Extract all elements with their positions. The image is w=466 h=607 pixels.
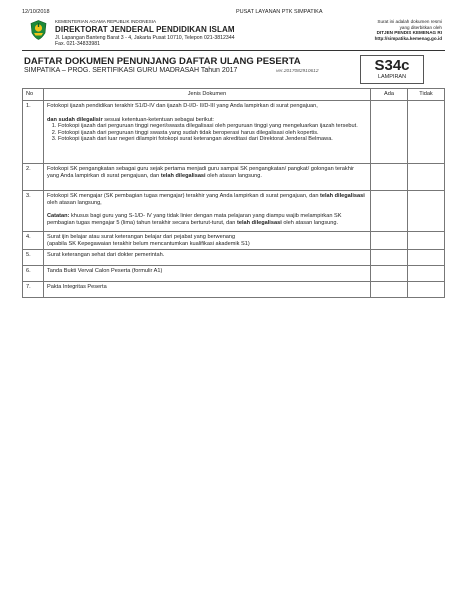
table-row: [23, 266, 445, 282]
bold-text: dan sudah dilegalisir: [47, 116, 103, 123]
attachment-code-box: [360, 55, 424, 84]
row-text: Fotokopi SK pengangkatan sebagai guru sejak pertama menjadi guru sampai SK pengangkatan/ pangkat/ golongan terakhir yang Anda lampirkan di surat pengajuan, dan: [47, 166, 354, 179]
bold-text: telah dilegalisasi: [320, 193, 365, 199]
directorate-name: DIREKTORAT JENDERAL PENDIDIKAN ISLAM: [55, 25, 235, 34]
note-label: Catatan:: [47, 213, 70, 219]
document-version-code: ver.2017082910612: [276, 69, 319, 74]
attachment-code: S34c: [374, 57, 410, 74]
table-row: [23, 232, 445, 250]
ada-checkbox-cell[interactable]: [371, 266, 408, 282]
list-item: 3. Fotokopi ijazah dari luar negeri dilampiri fotokopi surat keterangan akreditasi dari Direktorat Jenderal Belmawa.: [58, 136, 367, 143]
table-row: [23, 250, 445, 266]
tidak-checkbox-cell[interactable]: [408, 250, 445, 266]
note-url: http://simpatika.kemenag.go.id: [374, 35, 442, 41]
table-header-row: [23, 89, 445, 101]
note-line-2: yang diterbitkan oleh: [399, 24, 442, 30]
table-row: [23, 191, 445, 232]
row-number: 7.: [23, 282, 44, 298]
col-ada-header: Ada: [371, 89, 408, 101]
tidak-checkbox-cell[interactable]: [408, 232, 445, 250]
row-document: Pakta Integritas Peserta: [44, 282, 371, 298]
col-no-header: No: [23, 89, 44, 101]
row-text: sesuai ketentuan-ketentuan sebagai berikut:: [102, 116, 214, 123]
bold-text: telah dilegalisasi: [236, 219, 282, 226]
row-text: khusus bagi guru yang S-1/D- IV yang tidak linier dengan mata pelajaran yang diampu wajib melampirkan SK pembagian tugas mengajar 5 (lima) tahun terakhir secara berturut-turut, dan: [47, 213, 342, 226]
row-text: Surat ijin belajar atau surat keterangan belajar dari pejabat yang berwenang: [47, 234, 236, 240]
row-number: 2.: [23, 164, 44, 191]
row-text: (apabila SK Kepegawaian terakhir belum mencantumkan kualifikasi akademik S1): [47, 240, 250, 247]
note-line-3: DITJEN PENDIS KEMENAG RI: [376, 30, 442, 36]
col-tidak-header: Tidak: [408, 89, 445, 101]
row-number: 6.: [23, 266, 44, 282]
list-item: 1. Fotokopi ijazah dari perguruan tinggi negeri/swasta dilegalisasi oleh perguruan tinggi yang mengeluarkan ijazah tersebut.: [58, 123, 367, 130]
tidak-checkbox-cell[interactable]: [408, 101, 445, 164]
col-jenis-header: Jenis Dokumen: [44, 89, 371, 101]
document-subtitle: SIMPATIKA – PROG. SERTIFIKASI GURU MADRASAH Tahun 2017: [24, 67, 238, 74]
table-row: [23, 101, 445, 164]
row-document: [44, 232, 371, 250]
kemenag-logo-icon: [30, 20, 47, 40]
ministry-name: KEMENTERIAN AGAMA REPUBLIK INDONESIA: [55, 19, 157, 24]
row-text: Fotokopi ijazah pendidikan terakhir S1/D-IV dan ijazah D-I/D- II/D-III yang Anda lampirkan di surat pengajuan,: [47, 103, 318, 109]
ada-checkbox-cell[interactable]: [371, 232, 408, 250]
tidak-checkbox-cell[interactable]: [408, 191, 445, 232]
row-number: 5.: [23, 250, 44, 266]
ada-checkbox-cell[interactable]: [371, 250, 408, 266]
row-number: 3.: [23, 191, 44, 232]
row-document: [44, 191, 371, 232]
document-title: DAFTAR DOKUMEN PENUNJANG DAFTAR ULANG PESERTA: [24, 56, 301, 67]
ada-checkbox-cell[interactable]: [371, 101, 408, 164]
row-text: Fotokopi SK mengajar (SK pembagian tugas mengajar) terakhir yang Anda lampirkan di surat pengajuan, dan: [47, 193, 321, 199]
row-number: 4.: [23, 232, 44, 250]
tidak-checkbox-cell[interactable]: [408, 282, 445, 298]
row-document: [44, 164, 371, 191]
document-checklist-table: [22, 88, 445, 298]
row-text: oleh atasan langsung.: [281, 219, 339, 226]
office-fax: Fax. 021-34833981: [55, 41, 100, 47]
ada-checkbox-cell[interactable]: [371, 191, 408, 232]
ada-checkbox-cell[interactable]: [371, 164, 408, 191]
tidak-checkbox-cell[interactable]: [408, 266, 445, 282]
table-row: [23, 282, 445, 298]
row-text: [47, 166, 367, 179]
official-document-note: [322, 19, 442, 41]
row-text: oleh atasan langsung.: [205, 172, 262, 179]
table-row: [23, 164, 445, 191]
row-text: [47, 193, 367, 206]
row-number: 1.: [23, 101, 44, 164]
note-line-1: Surat ini adalah dokumen resmi: [377, 19, 442, 24]
service-center-title: PUSAT LAYANAN PTK SIMPATIKA: [236, 9, 323, 15]
ada-checkbox-cell[interactable]: [371, 282, 408, 298]
bold-text: telah dilegalisasi: [160, 172, 206, 179]
office-address: Jl. Lapangan Banteng Barat 3 - 4, Jakarta Pusat 10710, Telepon 021-3812344: [55, 35, 235, 41]
print-date: 12/10/2018: [22, 9, 50, 15]
attachment-label: LAMPIRAN: [377, 74, 407, 80]
row-text: oleh atasan langsung,: [47, 199, 102, 206]
row-note: [47, 213, 367, 226]
row-document: Surat keterangan sehat dari dokter pemerintah.: [44, 250, 371, 266]
row-document: Tanda Bukti Verval Calon Peserta (formulir A1): [44, 266, 371, 282]
requirement-list: [47, 123, 367, 143]
row-document: [44, 101, 371, 164]
tidak-checkbox-cell[interactable]: [408, 164, 445, 191]
list-item: 2. Fotokopi ijazah dari perguruan tinggi swasta yang sudah tidak beroperasi harus dilegalisasi oleh kopertis.: [58, 130, 367, 137]
header-divider: [22, 50, 445, 51]
